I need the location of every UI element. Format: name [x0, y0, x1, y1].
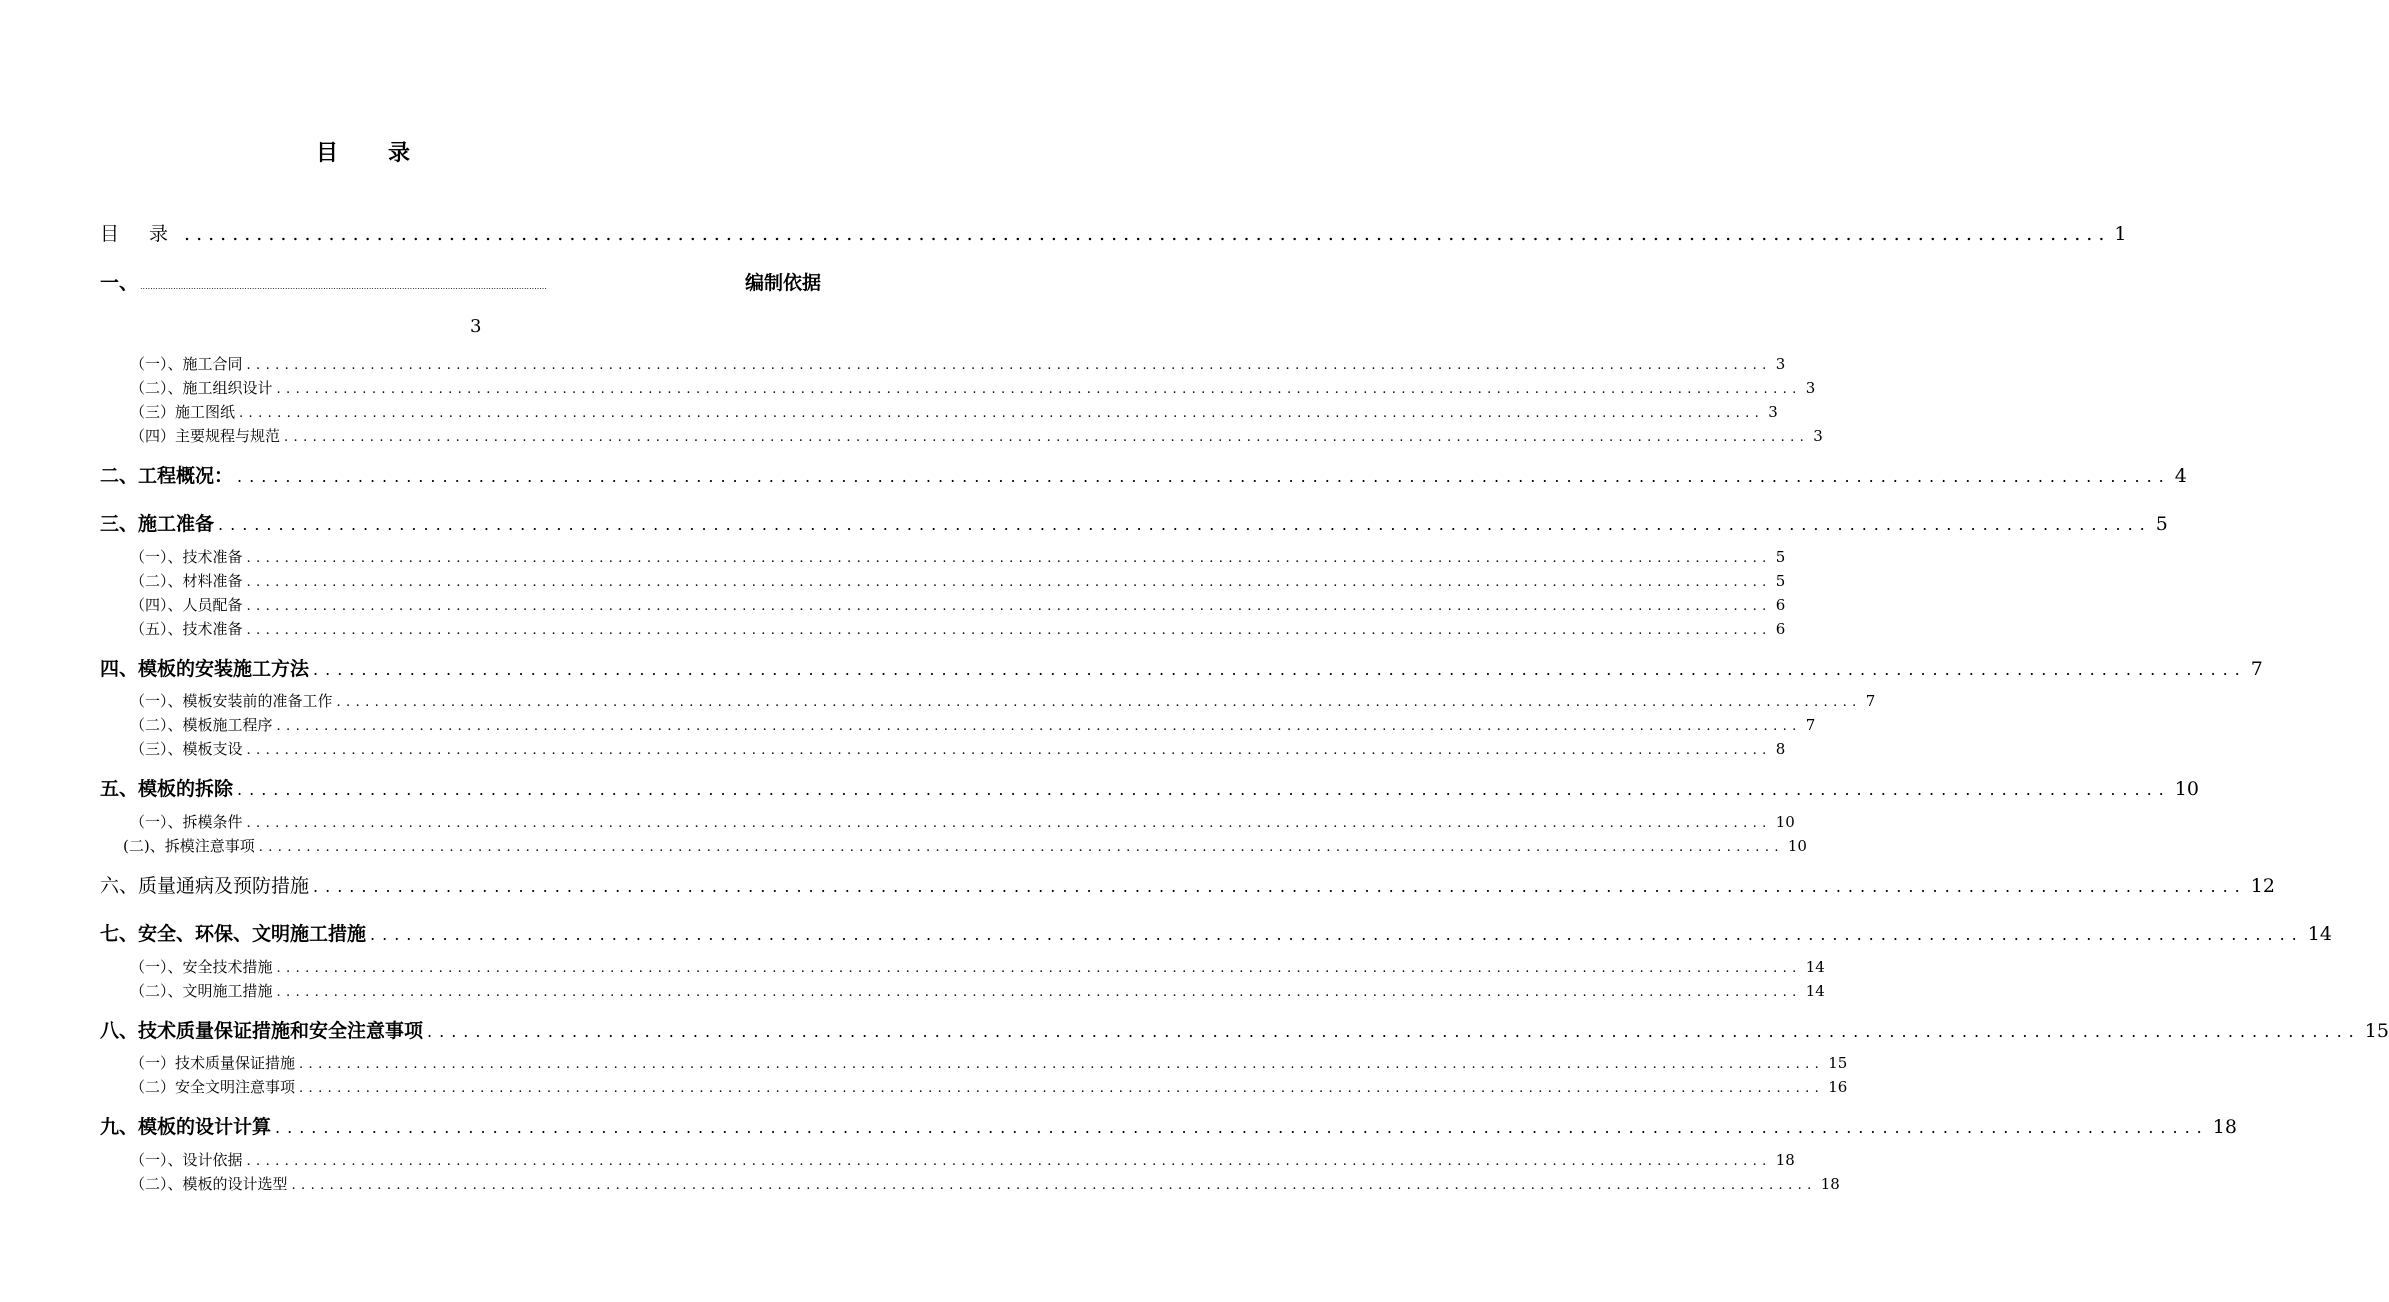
toc-entry[interactable]	[123, 835, 1807, 856]
toc-entry-label: （三）施工图纸	[130, 403, 236, 421]
toc-entry-label: （一）、技术准备	[130, 548, 243, 566]
dot-leader: ................................................................................................................................................................	[427, 1022, 2361, 1041]
dot-leader: ................................................................................................................................................................	[246, 551, 1772, 566]
toc-entry-title-right: 编制依据	[744, 272, 821, 294]
toc-entry-page: 4	[2174, 465, 2187, 487]
toc-entry-page: 18	[1775, 1151, 1795, 1169]
toc-entry[interactable]	[130, 618, 1786, 639]
dot-leader: ................................................................................................................................................................	[246, 599, 1772, 614]
toc-entry-page: 16	[1828, 1078, 1848, 1096]
toc-entry-label: （四）主要规程与规范	[130, 427, 281, 445]
toc-entry-page: 7	[1805, 716, 1816, 734]
toc-entry-section[interactable]	[100, 654, 2263, 681]
toc-entry-label: 二、工程概况：	[100, 465, 234, 487]
toc-entry-label: 五、模板的拆除	[100, 778, 234, 800]
toc-entry[interactable]	[130, 956, 1825, 977]
dot-leader: ................................................................................................................................................................	[336, 695, 1862, 710]
dot-leader: ................................................................................................................................................................	[275, 1118, 2209, 1137]
toc-entry-label: （二）、文明施工措施	[130, 982, 273, 1000]
toc-entry-page: 10	[1787, 837, 1807, 855]
dot-leader: ................................................................................................................................................................	[246, 816, 1772, 831]
dot-leader: ................................................................................................................................................................	[284, 430, 1810, 445]
toc-entry-label: （二）、施工组织设计	[130, 379, 273, 397]
toc-entry-label: 九、模板的设计计算	[100, 1116, 272, 1138]
toc-entry-page: 15	[1828, 1054, 1848, 1072]
toc-entry-label: （五）、技术准备	[130, 620, 243, 638]
dot-leader: ................................................................................................................................................................	[237, 780, 2171, 799]
toc-entry-label: 目 录	[100, 223, 181, 245]
toc-entry-page-wrapped: 3	[470, 316, 482, 337]
toc-entry-label: （二）、模板的设计选型	[130, 1175, 288, 1193]
toc-entry-label: （一）、施工合同	[130, 355, 243, 373]
dot-leader: ................................................................................................................................................................	[184, 223, 2111, 245]
toc-entry-section[interactable]	[100, 871, 2275, 898]
toc-entry-page: 10	[1775, 813, 1795, 831]
toc-entry-label: （二）、材料准备	[130, 572, 243, 590]
dot-leader: ................................................................................................................................................................	[291, 1178, 1817, 1193]
toc-entry[interactable]	[130, 1149, 1795, 1170]
toc-entry-section[interactable]	[100, 509, 2168, 536]
dot-leader: ................................................................................................................................................................	[258, 840, 1784, 855]
dot-leader: ................................................................................................................................................................	[246, 1154, 1772, 1169]
toc-entry[interactable]	[130, 738, 1786, 759]
toc-entry-label: 六、质量通病及预防措施	[100, 875, 310, 897]
toc-entry[interactable]	[130, 980, 1825, 1001]
toc-entry-page: 6	[1775, 596, 1786, 614]
toc-entry-page: 15	[2364, 1020, 2389, 1042]
toc-entry[interactable]	[130, 714, 1816, 735]
dot-leader: ................................................................................................................................................................	[237, 467, 2171, 486]
toc-entry-section[interactable]	[100, 774, 2199, 801]
toc-entry-contents[interactable]	[100, 219, 2127, 246]
toc-entry[interactable]	[130, 1076, 1848, 1097]
toc-entry-page: 14	[1805, 958, 1825, 976]
dot-leader: ................................................................................................................................................................	[276, 382, 1802, 397]
dot-leader: ................................................................................................................................................................	[246, 623, 1772, 638]
toc-entry-section[interactable]	[100, 461, 2187, 488]
toc-entry[interactable]	[130, 1173, 1840, 1194]
toc-entry-page: 10	[2174, 778, 2199, 800]
toc-entry-page: 18	[1820, 1175, 1840, 1193]
toc-entry-label: （一）、模板安装前的准备工作	[130, 692, 333, 710]
toc-entry[interactable]	[130, 401, 1778, 422]
toc-entry-section-1[interactable]	[100, 268, 821, 295]
toc-entry-page: 14	[2307, 923, 2332, 945]
toc-entry-page: 1	[2114, 223, 2127, 245]
toc-entry-label: （一）技术质量保证措施	[130, 1054, 296, 1072]
toc-entry[interactable]	[130, 690, 1876, 711]
toc-entry-label: 一、	[100, 272, 139, 294]
toc-entry-page: 3	[1805, 379, 1816, 397]
toc-entry-label: 四、模板的安装施工方法	[100, 658, 310, 680]
toc-entry-page: 8	[1775, 740, 1786, 758]
toc-entry-page: 5	[1775, 548, 1786, 566]
dot-leader: ................................................................................................................................................................	[246, 575, 1772, 590]
dot-leader: ................................................................................................................................................................	[218, 515, 2152, 534]
toc-entry-label: 七、安全、环保、文明施工措施	[100, 923, 367, 945]
dot-leader: ................................................................................................................................................................	[276, 719, 1802, 734]
toc-entry-page: 3	[1775, 355, 1786, 373]
dot-leader: ................................................................................................................................................................	[276, 985, 1802, 1000]
toc-entry[interactable]	[130, 546, 1786, 567]
toc-entry-label: （二）、模板施工程序	[130, 716, 273, 734]
toc-entry-label: (二)、拆模注意事项	[123, 837, 255, 855]
dot-leader: ................................................................................................................................................................	[276, 961, 1802, 976]
dot-leader: ................................................................................................................................................................	[370, 925, 2304, 944]
toc-entry[interactable]	[130, 425, 1823, 446]
toc-entry[interactable]	[130, 570, 1786, 591]
toc-entry-label: （一）、设计依据	[130, 1151, 243, 1169]
toc-entry-label: （一）、拆模条件	[130, 813, 243, 831]
toc-entry-section[interactable]	[100, 919, 2332, 946]
toc-entry-label: （四）、人员配备	[130, 596, 243, 614]
dot-leader: ................................................................................................................................................................	[246, 358, 1772, 373]
toc-entry-page: 5	[2155, 513, 2168, 535]
toc-entry-page: 7	[2250, 658, 2263, 680]
toc-entry-page: 3	[1813, 427, 1823, 445]
toc-entry[interactable]	[130, 377, 1816, 398]
toc-entry-page: 7	[1865, 692, 1876, 710]
toc-entry-label: 八、技术质量保证措施和安全注意事项	[100, 1020, 424, 1042]
toc-entry-page: 5	[1775, 572, 1786, 590]
dot-leader: ................................................................................................................................................................	[239, 406, 1765, 421]
dot-leader: ................................................................................................................................................................	[246, 743, 1772, 758]
dot-leader: ................................................................................................................................................................	[313, 877, 2247, 896]
dot-leader: ................................................................................................................................................................	[313, 660, 2247, 679]
toc-entry-label: 三、施工准备	[100, 513, 215, 535]
toc-entry-section[interactable]	[100, 1112, 2237, 1139]
toc-entry-section[interactable]	[100, 1016, 2389, 1043]
toc-entry-page: 12	[2250, 875, 2275, 897]
toc-entry[interactable]	[130, 1052, 1848, 1073]
toc-entry[interactable]	[130, 594, 1786, 615]
toc-entry-page: 6	[1775, 620, 1786, 638]
dot-leader: ................................................................................................................................................................	[140, 282, 547, 291]
toc-entry-page: 18	[2212, 1116, 2237, 1138]
toc-entry-page: 14	[1805, 982, 1825, 1000]
toc-entry-page: 3	[1768, 403, 1778, 421]
page-title: 目 录	[315, 141, 424, 166]
toc-entry-label: （三）、模板支设	[130, 740, 243, 758]
dot-leader: ................................................................................................................................................................	[299, 1057, 1825, 1072]
toc-entry[interactable]	[130, 353, 1786, 374]
toc-entry-label: （二）安全文明注意事项	[130, 1078, 296, 1096]
toc-entry[interactable]	[130, 811, 1795, 832]
dot-leader: ................................................................................................................................................................	[299, 1081, 1825, 1096]
toc-entry-label: （一）、安全技术措施	[130, 958, 273, 976]
